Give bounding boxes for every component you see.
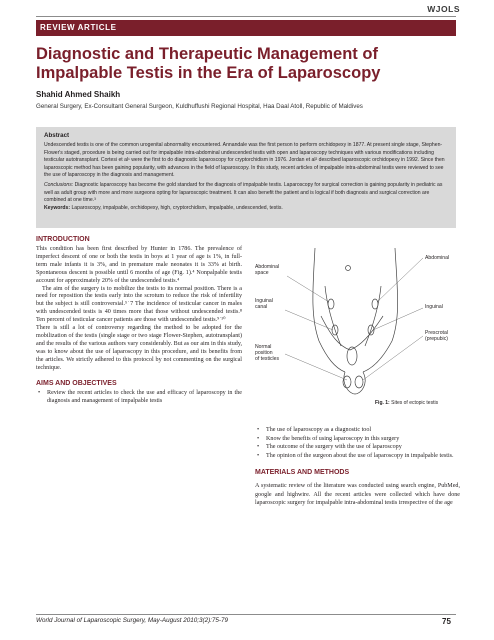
article-type-banner: REVIEW ARTICLE bbox=[36, 20, 456, 36]
journal-tag: WJOLS bbox=[427, 4, 460, 14]
abstract-body: Undescended testis is one of the common urogenital abnormality encountered. Annandale was the first person to perform orchidopexy in 1877. At present single stage, Stephen-Flower's staged, procedure is being carried out for impalpable intra-abdominal undescended testis with open and laparoscopy techniques with various modifications including testicular autotransplant. Cortesi et al¹ were the first to do diagnostic laparoscopy for cryptorchidism in 1976. Jordan et al² described laparoscopic orchidopexy in 1992. Since then laparoscopic method has been gaining popularity, with advances in the field of laparoscopy. In this study, recent articles of impalpable intra-abdominal testis were reviewed to see the use of laparoscopy in the diagnosis and management. bbox=[44, 142, 445, 179]
author-affiliation: General Surgery, Ex-Consultant General Surgeon, Kuldhuffushi Regional Hospital, Haa Daal Atoll, Republic of Maldives bbox=[36, 103, 363, 110]
header-rule bbox=[36, 16, 456, 17]
abstract-title: Abstract bbox=[44, 132, 70, 139]
footer-journal: World Journal of Laparoscopic Surgery, May-August 2010;3(2):75-79 bbox=[36, 617, 229, 624]
label-abdominal: Abdominal bbox=[425, 255, 450, 261]
objective-item: • The opinion of the surgeon about the use of laparoscopy in impalpable testis. bbox=[266, 452, 460, 461]
aims-heading: AIMS AND OBJECTIVES bbox=[36, 379, 117, 387]
intro-paragraph-1: This condition has been first described by Hunter in 1786. The prevalence of imperfect descent of one or both the testis in boys at 1 year of age is 1%, in full-term male infants it is 3%, and in premature male neonates it is 33% at birth. Spontaneous descent is possible until 6 months of age (Fig. 1).⁴ Nonpalpable testis account for approximately 20% of the undescended testis.⁴ bbox=[36, 246, 242, 284]
aims-item: • Review the recent articles to check the use and efficacy of laparoscopy in the diagnosis and management of impalpable testis bbox=[47, 390, 242, 406]
abstract-box bbox=[36, 127, 456, 228]
intro-heading: INTRODUCTION bbox=[36, 236, 90, 243]
intro-paragraph-3: There is still a lot of controversy regarding the method to be adopted for the mobilization of the testis (single stage or two stage Flower-Stephen, autotransplant) and the results of the various authors vary considerably. But as our aim in this study, was to know about the use of laparoscopy in this procedure, and its benefits from the articles. We strictly adhered to this protocol by not commenting on the surgical technique. bbox=[36, 325, 242, 371]
methods-heading: MATERIALS AND METHODS bbox=[255, 469, 350, 477]
caption-label: Fig. 1: bbox=[375, 400, 390, 406]
label-abdominal-space: Abdominal space bbox=[255, 264, 280, 276]
author-name: Shahid Ahmed Shaikh bbox=[36, 90, 121, 99]
conclusions-label: Conclusions: bbox=[44, 182, 74, 189]
objective-item: • The outcome of the surgery with the use of laparoscopy bbox=[266, 443, 460, 452]
abstract-keywords bbox=[44, 205, 448, 212]
conclusions-text: Diagnostic laparoscopy has become the gold standard for the diagnosis of impalpable testis. Laparoscopy for surgical correction is gaining popularity in pediatric as well as adult group with more and more surgeons opting for laparoscopic treatment. It can also benefit the patient and is logical if both diagnosis and surgical correction are combined at one time.³ bbox=[44, 182, 443, 204]
methods-paragraph: A systematic review of the literature was conducted using search engine, PubMed, google and highwire. All the recent articles were collected which have done laparoscopic surgery for impalpable intra-abdominal testis irrespective of the age bbox=[255, 482, 460, 507]
left-column bbox=[36, 246, 242, 406]
anatomy-illustration bbox=[255, 246, 460, 396]
label-inguinal: Inguinal bbox=[425, 304, 443, 310]
footer-rule bbox=[36, 614, 456, 615]
objectives-list bbox=[255, 426, 460, 460]
abstract-conclusions bbox=[44, 182, 448, 204]
right-column bbox=[255, 426, 460, 508]
keywords-label: Keywords: bbox=[44, 204, 71, 211]
figure-caption bbox=[375, 400, 438, 406]
label-normal-position: Normal position of testicles bbox=[255, 344, 280, 362]
aims-list bbox=[36, 390, 242, 406]
objective-item: • The use of laparoscopy as a diagnostic tool bbox=[266, 426, 460, 435]
caption-text: Sites of ectopic testis bbox=[389, 400, 439, 406]
page-number: 75 bbox=[442, 617, 451, 626]
label-prescrotal: Prescrotal (prepubic) bbox=[425, 330, 448, 342]
figure-ectopic-testis bbox=[255, 246, 460, 416]
article-title: Diagnostic and Therapeutic Management of Impalpable Testis in the Era of Laparoscopy bbox=[36, 45, 381, 82]
label-inguinal-canal: Inguinal canal bbox=[255, 298, 273, 310]
keywords-text: Laparoscopy, impalpable, orchidopexy, high, cryptorchidism, impalpable, undescended, testis. bbox=[70, 204, 283, 211]
objective-item: • Know the benefits of using laparoscopy in this surgery bbox=[266, 435, 460, 444]
intro-paragraph-2: The aim of the surgery is to mobilize the testis to its normal position. There is a need for reposition the testis early into the scrotum to reduce the risk of infertility but the subject is still controversial.⁵˙7 The incidence of testicular cancer in males with undescended testis is 40 times more that those without undescended testis.⁸ Ten percent of testicular cancer patients are those with undescended testis.⁹˙¹⁰ bbox=[36, 285, 242, 324]
